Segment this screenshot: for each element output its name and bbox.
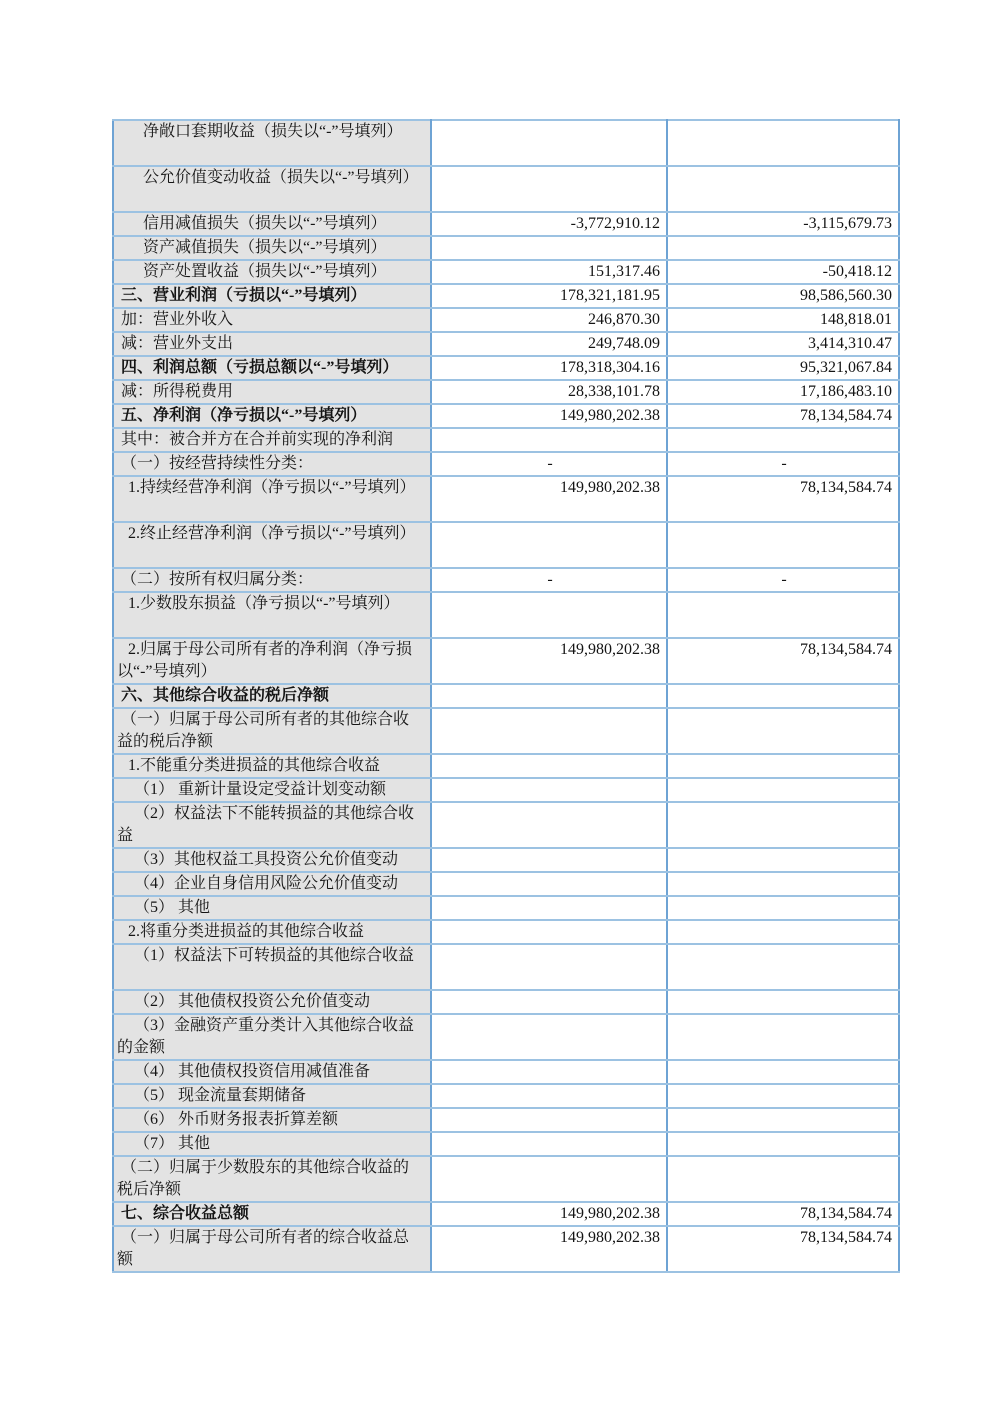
income-statement-table [112,119,900,1273]
value-prior [668,921,898,943]
value-cell-prior [667,1060,899,1084]
table-row [113,592,899,638]
row-label: （一）归属于母公司所有者的其他综合收益的税后净额 [117,711,410,750]
row-label: 信用减值损失（损失以“-”号填列） [143,215,387,232]
value-cell-current [431,452,667,476]
value-cell-prior [667,1226,899,1272]
value-cell-current [431,428,667,452]
value-cell-prior [667,896,899,920]
row-label: （二）归属于少数股东的其他综合收益的税后净额 [117,1159,410,1198]
value-cell-current [431,308,667,332]
value-prior [668,945,898,989]
value-current [432,167,666,211]
table-body [113,120,899,1272]
value-current [432,849,666,871]
row-label-cell [113,284,431,308]
row-label: 减：所得税费用 [121,383,234,400]
value-cell-prior [667,404,899,428]
value-cell-prior [667,522,899,568]
value-prior [668,1015,898,1059]
value-cell-prior [667,332,899,356]
table-row [113,848,899,872]
value-current [432,593,666,637]
table-row [113,1060,899,1084]
value-prior [668,873,898,895]
value-cell-current [431,476,667,522]
row-label: （6） 外币财务报表折算差额 [134,1111,339,1128]
row-label-cell [113,568,431,592]
value-current [432,1085,666,1107]
value-current: 149,980,202.38 [560,1229,660,1246]
value-cell-current [431,896,667,920]
row-label-cell [113,592,431,638]
row-label-cell [113,166,431,212]
value-cell-current [431,708,667,754]
row-label: 五、净利润（净亏损以“-”号填列） [121,407,367,424]
value-current: - [547,571,553,588]
table-row [113,1202,899,1226]
table-row [113,754,899,778]
table-row [113,428,899,452]
value-current: 149,980,202.38 [560,641,660,658]
row-label: 六、其他综合收益的税后净额 [121,687,330,704]
value-cell-prior [667,236,899,260]
value-cell-current [431,1156,667,1202]
value-prior [668,1085,898,1107]
row-label: 资产减值损失（损失以“-”号填列） [143,239,387,256]
value-prior: 95,321,067.84 [800,359,892,376]
row-label: 2.将重分类进损益的其他综合收益 [128,923,365,940]
value-current: 246,870.30 [588,311,660,328]
value-cell-current [431,212,667,236]
value-prior [668,991,898,1013]
value-prior [668,897,898,919]
row-label-cell [113,1084,431,1108]
value-cell-current [431,684,667,708]
row-label: 1.持续经营净利润（净亏损以“-”号填列） [128,479,416,496]
row-label-cell [113,754,431,778]
value-current: 151,317.46 [588,263,660,280]
value-current [432,921,666,943]
value-current [432,991,666,1013]
row-label-cell [113,896,431,920]
value-cell-current [431,166,667,212]
row-label-cell [113,212,431,236]
value-prior: 78,134,584.74 [800,479,892,496]
table-row [113,1084,899,1108]
value-current: 178,318,304.16 [560,359,660,376]
row-label: 加：营业外收入 [121,311,234,328]
table-row [113,236,899,260]
value-prior: 78,134,584.74 [800,641,892,658]
row-label: （2）权益法下不能转损益的其他综合收益 [117,805,415,844]
value-cell-current [431,332,667,356]
value-current: 28,338,101.78 [568,383,660,400]
value-cell-current [431,920,667,944]
value-current [432,685,666,707]
row-label: 四、利润总额（亏损总额以“-”号填列） [121,359,399,376]
value-current [432,803,666,847]
row-label-cell [113,778,431,802]
value-cell-prior [667,212,899,236]
value-cell-prior [667,356,899,380]
value-prior: -3,115,679.73 [803,215,892,232]
row-label: （3）其他权益工具投资公允价值变动 [134,851,399,868]
value-prior: -50,418.12 [822,263,892,280]
value-cell-current [431,754,667,778]
row-label-cell [113,428,431,452]
value-prior: - [781,455,787,472]
row-label-cell [113,990,431,1014]
value-prior: 148,818.01 [820,311,892,328]
value-current: -3,772,910.12 [570,215,660,232]
value-cell-prior [667,684,899,708]
value-cell-prior [667,166,899,212]
value-cell-current [431,872,667,896]
row-label: 1.不能重分类进损益的其他综合收益 [128,757,381,774]
row-label-cell [113,308,431,332]
table-row [113,332,899,356]
value-cell-prior [667,848,899,872]
row-label-cell [113,708,431,754]
value-cell-current [431,1060,667,1084]
value-cell-prior [667,920,899,944]
value-cell-prior [667,380,899,404]
value-cell-prior [667,592,899,638]
row-label-cell [113,920,431,944]
row-label: 其中：被合并方在合并前实现的净利润 [121,431,394,448]
value-current [432,755,666,777]
table-row [113,120,899,166]
row-label: 公允价值变动收益（损失以“-”号填列） [143,169,419,186]
row-label-cell [113,120,431,166]
row-label: 三、营业利润（亏损以“-”号填列） [121,287,367,304]
value-prior [668,1133,898,1155]
table-row [113,1226,899,1272]
value-prior [668,237,898,259]
value-cell-prior [667,1202,899,1226]
row-label-cell [113,356,431,380]
value-prior: 98,586,560.30 [800,287,892,304]
value-cell-current [431,1226,667,1272]
row-label-cell [113,452,431,476]
value-cell-current [431,522,667,568]
value-cell-prior [667,990,899,1014]
table-row [113,1108,899,1132]
table-row [113,638,899,684]
value-prior [668,121,898,165]
value-current [432,779,666,801]
value-cell-prior [667,778,899,802]
value-cell-current [431,120,667,166]
value-cell-prior [667,120,899,166]
value-cell-prior [667,1156,899,1202]
row-label-cell [113,1060,431,1084]
row-label: （4）企业自身信用风险公允价值变动 [134,875,399,892]
row-label: （5） 现金流量套期储备 [134,1087,307,1104]
row-label: 资产处置收益（损失以“-”号填列） [143,263,387,280]
value-prior [668,523,898,567]
table-row [113,920,899,944]
row-label-cell [113,1014,431,1060]
value-current: 149,980,202.38 [560,479,660,496]
value-current [432,873,666,895]
table-row [113,356,899,380]
value-cell-prior [667,708,899,754]
value-prior: 78,134,584.74 [800,1229,892,1246]
row-label: （4） 其他债权投资信用减值准备 [134,1063,371,1080]
value-current [432,523,666,567]
row-label: （1） 重新计量设定受益计划变动额 [134,781,387,798]
table-row [113,284,899,308]
value-current [432,1157,666,1201]
table-row [113,380,899,404]
value-current: 149,980,202.38 [560,1205,660,1222]
value-cell-prior [667,1084,899,1108]
table-row [113,452,899,476]
table-row [113,778,899,802]
row-label-cell [113,802,431,848]
value-cell-current [431,356,667,380]
row-label-cell [113,1108,431,1132]
value-cell-prior [667,308,899,332]
table-row [113,944,899,990]
value-current [432,1061,666,1083]
value-cell-current [431,236,667,260]
row-label: （一）归属于母公司所有者的综合收益总额 [117,1229,410,1268]
row-label: 2.终止经营净利润（净亏损以“-”号填列） [128,525,416,542]
value-prior [668,1157,898,1201]
value-cell-current [431,592,667,638]
table-row [113,896,899,920]
row-label-cell [113,872,431,896]
value-current [432,709,666,753]
row-label-cell [113,522,431,568]
value-prior: 17,186,483.10 [800,383,892,400]
value-cell-current [431,1014,667,1060]
value-current [432,945,666,989]
table-row [113,684,899,708]
row-label-cell [113,638,431,684]
value-current: - [547,455,553,472]
value-cell-current [431,1202,667,1226]
table-row [113,802,899,848]
value-prior [668,1061,898,1083]
row-label-cell [113,380,431,404]
table-row [113,1132,899,1156]
row-label-cell [113,236,431,260]
row-label-cell [113,1156,431,1202]
value-cell-prior [667,568,899,592]
value-cell-prior [667,1132,899,1156]
value-current: 149,980,202.38 [560,407,660,424]
row-label: （二）按所有权归属分类： [121,571,314,588]
value-cell-current [431,848,667,872]
value-cell-current [431,380,667,404]
value-cell-prior [667,802,899,848]
value-cell-current [431,990,667,1014]
row-label: 2.归属于母公司所有者的净利润（净亏损以“-”号填列） [117,641,413,680]
table-row [113,1014,899,1060]
table-row [113,476,899,522]
value-prior: 78,134,584.74 [800,407,892,424]
value-prior: 78,134,584.74 [800,1205,892,1222]
value-cell-current [431,1084,667,1108]
row-label: （1）权益法下可转损益的其他综合收益 [134,947,415,964]
value-prior [668,1109,898,1131]
row-label-cell [113,404,431,428]
value-cell-current [431,802,667,848]
row-label: 1.少数股东损益（净亏损以“-”号填列） [128,595,400,612]
value-current: 178,321,181.95 [560,287,660,304]
row-label-cell [113,476,431,522]
table-row [113,404,899,428]
row-label: 七、综合收益总额 [121,1205,250,1222]
row-label: （3）金融资产重分类计入其他综合收益的金额 [117,1017,415,1056]
value-cell-prior [667,638,899,684]
value-cell-prior [667,1108,899,1132]
table-row [113,990,899,1014]
value-cell-prior [667,476,899,522]
table-row [113,260,899,284]
value-cell-prior [667,1014,899,1060]
value-cell-current [431,568,667,592]
value-prior [668,685,898,707]
row-label-cell [113,684,431,708]
row-label: （2） 其他债权投资公允价值变动 [134,993,371,1010]
value-cell-current [431,260,667,284]
value-current [432,429,666,451]
value-current [432,237,666,259]
value-prior [668,593,898,637]
value-current [432,1109,666,1131]
value-cell-prior [667,754,899,778]
row-label: 净敞口套期收益（损失以“-”号填列） [143,123,403,140]
value-cell-prior [667,284,899,308]
row-label-cell [113,848,431,872]
value-cell-current [431,944,667,990]
value-cell-current [431,638,667,684]
value-current [432,897,666,919]
row-label: （7） 其他 [134,1135,211,1152]
value-cell-prior [667,428,899,452]
row-label-cell [113,1132,431,1156]
value-cell-prior [667,260,899,284]
table-row [113,522,899,568]
table-row [113,872,899,896]
value-prior [668,849,898,871]
value-current [432,121,666,165]
table-row [113,166,899,212]
row-label: 减：营业外支出 [121,335,234,352]
table-row [113,708,899,754]
value-prior [668,709,898,753]
value-prior [668,429,898,451]
row-label-cell [113,1226,431,1272]
value-current: 249,748.09 [588,335,660,352]
value-current [432,1133,666,1155]
row-label-cell [113,944,431,990]
value-cell-prior [667,452,899,476]
value-prior [668,779,898,801]
value-prior: 3,414,310.47 [808,335,892,352]
table-row [113,212,899,236]
table-row [113,1156,899,1202]
value-cell-prior [667,872,899,896]
value-cell-current [431,284,667,308]
value-cell-current [431,778,667,802]
row-label: （一）按经营持续性分类： [121,455,314,472]
value-current [432,1015,666,1059]
value-cell-current [431,1132,667,1156]
table-row [113,568,899,592]
value-prior [668,167,898,211]
row-label: （5） 其他 [134,899,211,916]
row-label-cell [113,332,431,356]
value-prior [668,803,898,847]
value-prior [668,755,898,777]
row-label-cell [113,260,431,284]
table-row [113,308,899,332]
value-cell-current [431,404,667,428]
row-label-cell [113,1202,431,1226]
value-cell-prior [667,944,899,990]
value-prior: - [781,571,787,588]
value-cell-current [431,1108,667,1132]
